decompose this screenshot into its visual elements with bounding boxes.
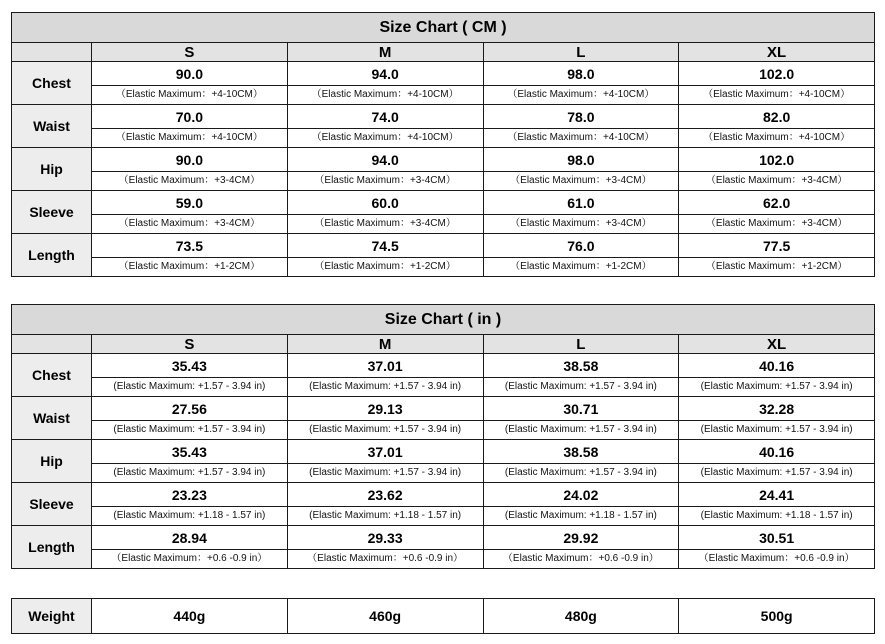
- elastic-note: （Elastic Maximum：+3-4CM）: [287, 172, 483, 191]
- elastic-note: （Elastic Maximum：+4-10CM）: [287, 86, 483, 105]
- value-cell: 90.0: [92, 148, 288, 172]
- table-row: [12, 62, 875, 86]
- value-cell: 62.0: [679, 191, 875, 215]
- value-cell: 35.43: [92, 440, 288, 464]
- elastic-note: (Elastic Maximum: +1.57 - 3.94 in): [679, 421, 875, 440]
- table-row: [12, 483, 875, 507]
- value-cell: 40.16: [679, 440, 875, 464]
- value-cell: 98.0: [483, 62, 679, 86]
- value-cell: 29.33: [287, 526, 483, 550]
- elastic-note: （Elastic Maximum：+3-4CM）: [92, 172, 288, 191]
- weight-row: [12, 599, 875, 634]
- value-cell: 28.94: [92, 526, 288, 550]
- elastic-note: (Elastic Maximum: +1.57 - 3.94 in): [287, 464, 483, 483]
- elastic-note: (Elastic Maximum: +1.57 - 3.94 in): [483, 378, 679, 397]
- size-chart-inch: [11, 304, 875, 569]
- elastic-note: （Elastic Maximum：+1-2CM）: [483, 258, 679, 277]
- elastic-note: （Elastic Maximum：+3-4CM）: [483, 215, 679, 234]
- row-label-sleeve: Sleeve: [12, 483, 92, 526]
- row-label-sleeve: Sleeve: [12, 191, 92, 234]
- table-row: [12, 105, 875, 129]
- elastic-note: （Elastic Maximum：+0.6 -0.9 in）: [92, 550, 288, 569]
- elastic-note: (Elastic Maximum: +1.57 - 3.94 in): [287, 378, 483, 397]
- elastic-note: （Elastic Maximum：+4-10CM）: [483, 129, 679, 148]
- elastic-note: (Elastic Maximum: +1.57 - 3.94 in): [483, 464, 679, 483]
- size-header-row: [12, 335, 875, 354]
- elastic-note: （Elastic Maximum：+0.6 -0.9 in）: [679, 550, 875, 569]
- elastic-note: (Elastic Maximum: +1.18 - 1.57 in): [483, 507, 679, 526]
- weight-value: 500g: [679, 599, 875, 634]
- value-cell: 70.0: [92, 105, 288, 129]
- note-row: [12, 550, 875, 569]
- elastic-note: (Elastic Maximum: +1.57 - 3.94 in): [92, 378, 288, 397]
- value-cell: 27.56: [92, 397, 288, 421]
- size-header-m: M: [287, 335, 483, 354]
- value-cell: 73.5: [92, 234, 288, 258]
- size-header-s: S: [92, 43, 288, 62]
- row-label-length: Length: [12, 526, 92, 569]
- elastic-note: （Elastic Maximum：+0.6 -0.9 in）: [287, 550, 483, 569]
- value-cell: 102.0: [679, 62, 875, 86]
- value-cell: 74.5: [287, 234, 483, 258]
- elastic-note: （Elastic Maximum：+3-4CM）: [483, 172, 679, 191]
- note-row: [12, 172, 875, 191]
- weight-value: 440g: [92, 599, 288, 634]
- value-cell: 77.5: [679, 234, 875, 258]
- row-label-waist: Waist: [12, 105, 92, 148]
- note-row: [12, 129, 875, 148]
- elastic-note: （Elastic Maximum：+4-10CM）: [92, 86, 288, 105]
- value-cell: 29.92: [483, 526, 679, 550]
- elastic-note: (Elastic Maximum: +1.57 - 3.94 in): [679, 464, 875, 483]
- value-cell: 82.0: [679, 105, 875, 129]
- elastic-note: （Elastic Maximum：+4-10CM）: [679, 86, 875, 105]
- value-cell: 30.51: [679, 526, 875, 550]
- value-cell: 35.43: [92, 354, 288, 378]
- value-cell: 37.01: [287, 354, 483, 378]
- table-row: [12, 354, 875, 378]
- table-row: [12, 234, 875, 258]
- chart-title-cm: Size Chart ( CM ): [12, 13, 875, 43]
- elastic-note: (Elastic Maximum: +1.57 - 3.94 in): [679, 378, 875, 397]
- row-label-chest: Chest: [12, 62, 92, 105]
- value-cell: 30.71: [483, 397, 679, 421]
- size-header-row: [12, 43, 875, 62]
- size-header-m: M: [287, 43, 483, 62]
- value-cell: 61.0: [483, 191, 679, 215]
- value-cell: 38.58: [483, 440, 679, 464]
- chart-title-inch: Size Chart ( in ): [12, 305, 875, 335]
- size-header-s: S: [92, 335, 288, 354]
- corner-cell: [12, 335, 92, 354]
- note-row: [12, 86, 875, 105]
- size-header-xl: XL: [679, 43, 875, 62]
- weight-value: 480g: [483, 599, 679, 634]
- note-row: [12, 464, 875, 483]
- value-cell: 37.01: [287, 440, 483, 464]
- weight-value: 460g: [287, 599, 483, 634]
- value-cell: 23.62: [287, 483, 483, 507]
- table-row: [12, 191, 875, 215]
- value-cell: 32.28: [679, 397, 875, 421]
- elastic-note: （Elastic Maximum：+4-10CM）: [679, 129, 875, 148]
- corner-cell: [12, 43, 92, 62]
- size-header-xl: XL: [679, 335, 875, 354]
- elastic-note: （Elastic Maximum：+1-2CM）: [679, 258, 875, 277]
- row-label-hip: Hip: [12, 440, 92, 483]
- elastic-note: （Elastic Maximum：+4-10CM）: [287, 129, 483, 148]
- elastic-note: (Elastic Maximum: +1.18 - 1.57 in): [92, 507, 288, 526]
- table-row: [12, 148, 875, 172]
- size-chart-cm: [11, 12, 875, 277]
- value-cell: 102.0: [679, 148, 875, 172]
- value-cell: 29.13: [287, 397, 483, 421]
- value-cell: 24.41: [679, 483, 875, 507]
- note-row: [12, 421, 875, 440]
- elastic-note: （Elastic Maximum：+0.6 -0.9 in）: [483, 550, 679, 569]
- row-label-chest: Chest: [12, 354, 92, 397]
- value-cell: 24.02: [483, 483, 679, 507]
- row-label-length: Length: [12, 234, 92, 277]
- value-cell: 76.0: [483, 234, 679, 258]
- elastic-note: (Elastic Maximum: +1.57 - 3.94 in): [92, 464, 288, 483]
- value-cell: 38.58: [483, 354, 679, 378]
- value-cell: 40.16: [679, 354, 875, 378]
- note-row: [12, 258, 875, 277]
- elastic-note: (Elastic Maximum: +1.57 - 3.94 in): [483, 421, 679, 440]
- value-cell: 60.0: [287, 191, 483, 215]
- elastic-note: （Elastic Maximum：+3-4CM）: [287, 215, 483, 234]
- value-cell: 23.23: [92, 483, 288, 507]
- elastic-note: (Elastic Maximum: +1.18 - 1.57 in): [287, 507, 483, 526]
- table-row: [12, 440, 875, 464]
- elastic-note: （Elastic Maximum：+4-10CM）: [92, 129, 288, 148]
- value-cell: 59.0: [92, 191, 288, 215]
- row-label-hip: Hip: [12, 148, 92, 191]
- elastic-note: (Elastic Maximum: +1.57 - 3.94 in): [92, 421, 288, 440]
- table-row: [12, 526, 875, 550]
- elastic-note: (Elastic Maximum: +1.18 - 1.57 in): [679, 507, 875, 526]
- note-row: [12, 378, 875, 397]
- row-label-weight: Weight: [12, 599, 92, 634]
- value-cell: 74.0: [287, 105, 483, 129]
- elastic-note: （Elastic Maximum：+3-4CM）: [679, 215, 875, 234]
- elastic-note: （Elastic Maximum：+1-2CM）: [92, 258, 288, 277]
- elastic-note: （Elastic Maximum：+4-10CM）: [483, 86, 679, 105]
- elastic-note: （Elastic Maximum：+3-4CM）: [679, 172, 875, 191]
- note-row: [12, 507, 875, 526]
- size-header-l: L: [483, 43, 679, 62]
- value-cell: 94.0: [287, 148, 483, 172]
- note-row: [12, 215, 875, 234]
- weight-table: [11, 598, 875, 634]
- value-cell: 98.0: [483, 148, 679, 172]
- row-label-waist: Waist: [12, 397, 92, 440]
- table-row: [12, 397, 875, 421]
- elastic-note: (Elastic Maximum: +1.57 - 3.94 in): [287, 421, 483, 440]
- value-cell: 78.0: [483, 105, 679, 129]
- value-cell: 90.0: [92, 62, 288, 86]
- value-cell: 94.0: [287, 62, 483, 86]
- elastic-note: （Elastic Maximum：+3-4CM）: [92, 215, 288, 234]
- elastic-note: （Elastic Maximum：+1-2CM）: [287, 258, 483, 277]
- size-header-l: L: [483, 335, 679, 354]
